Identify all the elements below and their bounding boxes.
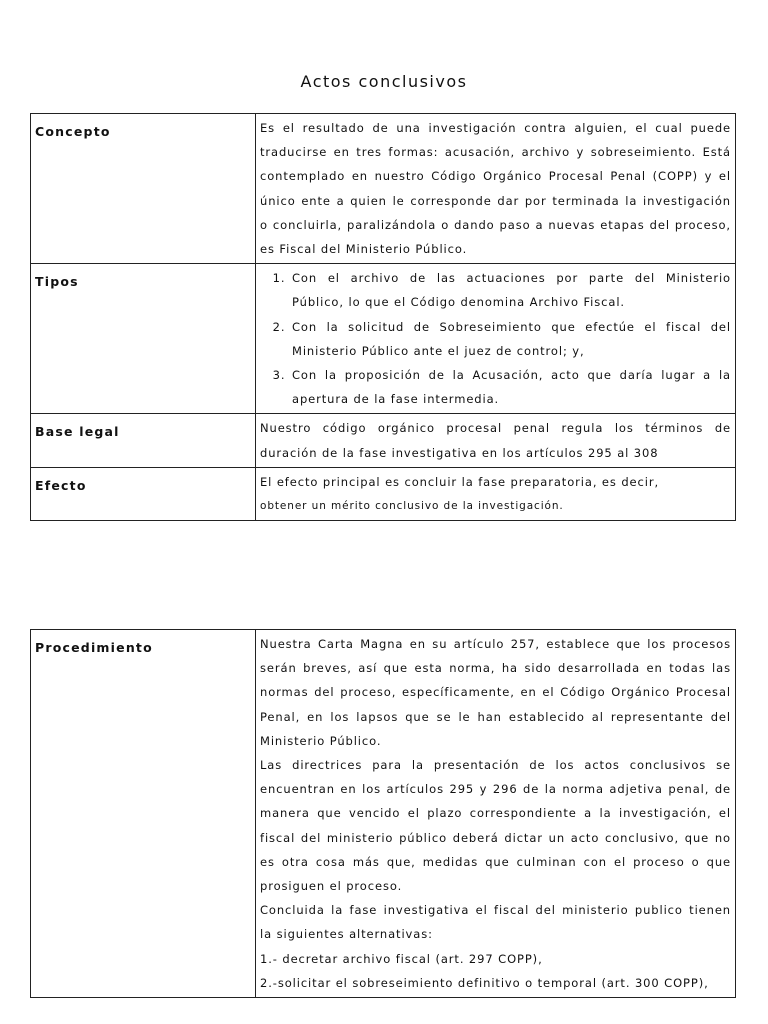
procedimiento-paragraph-1: Nuestra Carta Magna en su artículo 257, establece que los procesos serán breves, así que esta norma, ha sido desarrollada en todas las normas del proceso, específicamente, en el Código Orgánico Procesal Penal, en los lapsos que se le han establecido al representante del Ministerio Público. xyxy=(260,637,731,748)
base-legal-text: Nuestro código orgánico procesal penal regula los términos de duración de la fase investigativa en los artículos 295 al 308 xyxy=(256,414,736,467)
row-label-concepto: Concepto xyxy=(31,114,256,264)
row-label-tipos: Tipos xyxy=(31,264,256,414)
procedimiento-paragraph-5: 2.-solicitar el sobreseimiento definitivo o temporal (art. 300 COPP), xyxy=(260,975,709,990)
efecto-cell xyxy=(256,467,736,520)
row-label-efecto: Efecto xyxy=(31,467,256,520)
table-row-procedimiento xyxy=(31,630,736,998)
procedimiento-paragraph-4: 1.- decretar archivo fiscal (art. 297 COPP), xyxy=(260,951,543,966)
procedimiento-paragraph-2: Las directrices para la presentación de los actos conclusivos se encuentran en los artículos 295 y 296 de la norma adjetiva penal, de manera que vencido el plazo correspondiente a la investigación, el fiscal del ministerio público deberá dictar un acto conclusivo, que no es otra cosa más que, medidas que culminan con el proceso o que prosiguen el proceso. xyxy=(260,758,731,894)
concepto-text: Es el resultado de una investigación contra alguien, el cual puede traducirse en tres formas: acusación, archivo y sobreseimiento. Está contemplado en nuestro Código Orgánico Procesal Penal (COPP) y el único ente a quien le corresponde dar por terminada la investigación o concluirla, paralizándola o dando paso a nuevas etapas del proceso, es Fiscal del Ministerio Público. xyxy=(256,114,736,264)
tipos-cell xyxy=(256,264,736,414)
tipos-item-1: 1. Con el archivo de las actuaciones por parte del Ministerio Público, lo que el Código denomina Archivo Fiscal. xyxy=(290,266,731,314)
procedimiento-cell xyxy=(256,630,736,998)
efecto-text-line-1: El efecto principal es concluir la fase preparatoria, es decir, xyxy=(260,474,660,489)
efecto-text-line-2: obtener un mérito conclusivo de la investigación. xyxy=(260,500,564,513)
row-label-base-legal: Base legal xyxy=(31,414,256,467)
table-row-concepto xyxy=(31,114,736,264)
document-title: Actos conclusivos xyxy=(300,72,468,91)
table-row-efecto xyxy=(31,467,736,520)
procedimiento-table xyxy=(30,629,736,998)
procedimiento-paragraph-3: Concluida la fase investigativa el fiscal del ministerio publico tienen la siguientes alternativas: xyxy=(260,903,731,942)
tipos-item-2: 2. Con la solicitud de Sobreseimiento que efectúe el fiscal del Ministerio Público ante el juez de control; y, xyxy=(290,315,731,363)
table-row-tipos xyxy=(31,264,736,414)
actos-conclusivos-table xyxy=(30,113,736,521)
tipos-item-3: 3. Con la proposición de la Acusación, acto que daría lugar a la apertura de la fase intermedia. xyxy=(290,363,731,411)
tipos-list xyxy=(260,266,731,411)
table-row-base-legal xyxy=(31,414,736,467)
row-label-procedimiento: Procedimiento xyxy=(31,630,256,998)
